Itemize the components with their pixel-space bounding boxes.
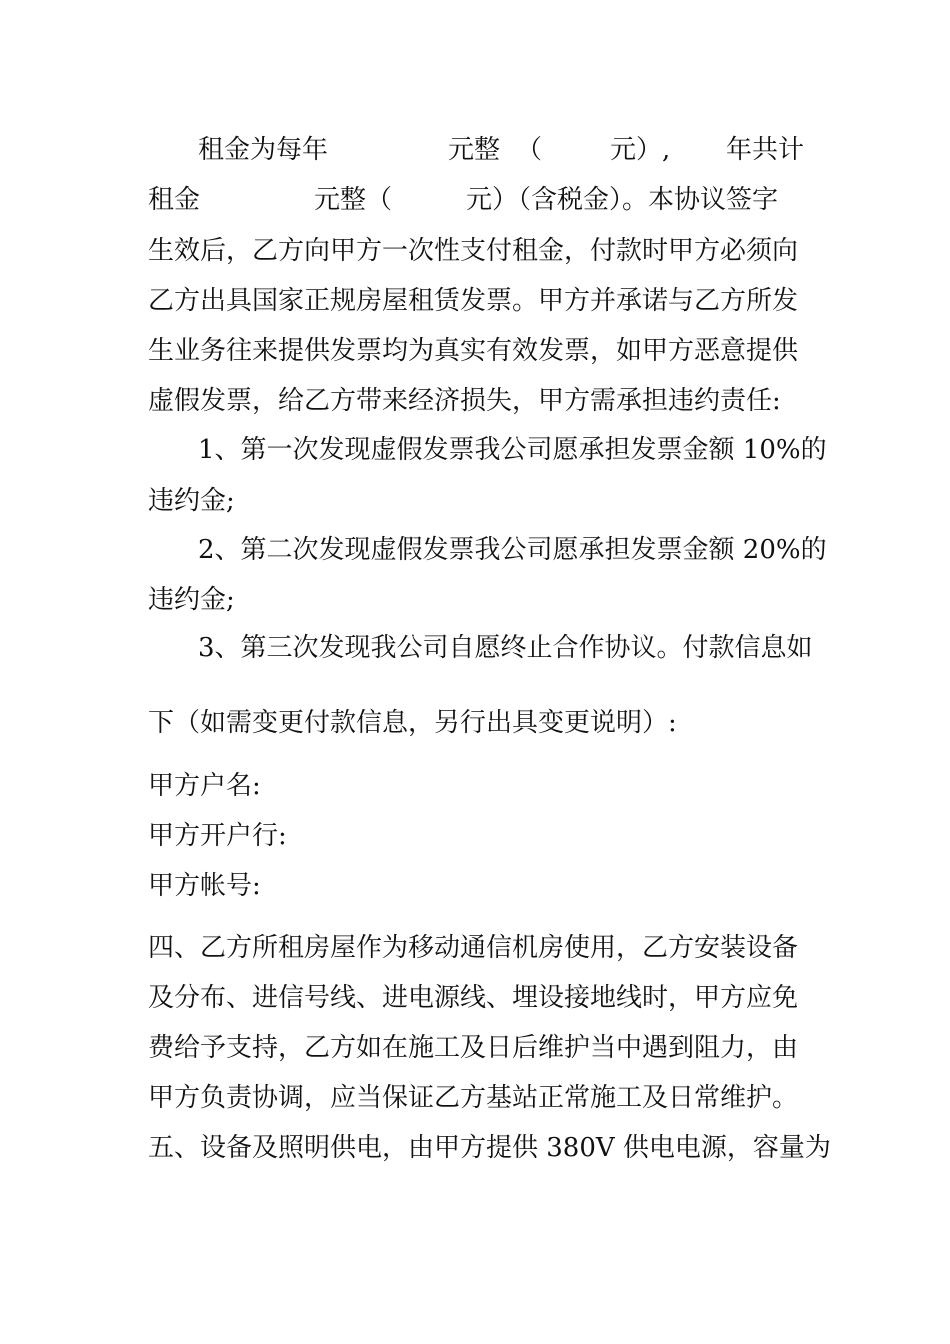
penalty-2-line-b: 违约金;	[148, 585, 235, 615]
clause-5-line-1: 五、设备及照明供电，由甲方提供 380V 供电电源，容量为	[148, 1133, 831, 1163]
rent-line-4: 乙方出具国家正规房屋租赁发票。甲方并承诺与乙方所发	[148, 286, 799, 316]
payment-account-number: 甲方帐号:	[148, 871, 261, 901]
rent-unit-yuan-2: 元整（	[314, 185, 393, 215]
rent-line-1	[198, 130, 804, 170]
rent-paren-open: （	[516, 135, 543, 165]
rent-unit-yuan: 元整	[448, 135, 501, 165]
penalty-1-line-a: 1、第一次发现虚假发票我公司愿承担发票金额 10%的	[198, 435, 827, 465]
rent-line-2	[148, 180, 804, 220]
clause-4-line-3: 费给予支持，乙方如在施工及日后维护当中遇到阻力，由	[148, 1033, 799, 1063]
clause-4-line-1: 四、乙方所租房屋作为移动通信机房使用，乙方安装设备	[148, 933, 799, 963]
rent-line-5: 生业务往来提供发票均为真实有效发票，如甲方恶意提供	[148, 336, 799, 366]
payment-bank: 甲方开户行:	[148, 821, 287, 851]
rent-line-3: 生效后，乙方向甲方一次性支付租金，付款时甲方必须向	[148, 236, 799, 266]
rent-tax-included: 元）（含税金）。本协议签字	[466, 185, 779, 215]
clause-4-line-4: 甲方负责协调，应当保证乙方基站正常施工及日常维护。	[148, 1083, 799, 1113]
rent-unit-yuan-paren: 元）,	[610, 135, 671, 165]
rent-lead-2: 租金	[148, 185, 201, 215]
penalty-2-line-a: 2、第二次发现虚假发票我公司愿承担发票金额 20%的	[198, 535, 827, 565]
penalty-1-line-b: 违约金;	[148, 486, 235, 516]
payment-account-name: 甲方户名:	[148, 771, 261, 801]
clause-4-line-2: 及分布、进信号线、进电源线、埋设接地线时，甲方应免	[148, 983, 799, 1013]
rent-year-total: 年共计	[726, 135, 805, 165]
penalty-3-line-a: 3、第三次发现我公司自愿终止合作协议。付款信息如	[198, 633, 813, 663]
rent-lead: 租金为每年	[198, 135, 329, 165]
rent-line-6: 虚假发票，给乙方带来经济损失，甲方需承担违约责任:	[148, 386, 781, 416]
penalty-3-line-b: 下（如需变更付款信息，另行出具变更说明）:	[148, 708, 677, 738]
